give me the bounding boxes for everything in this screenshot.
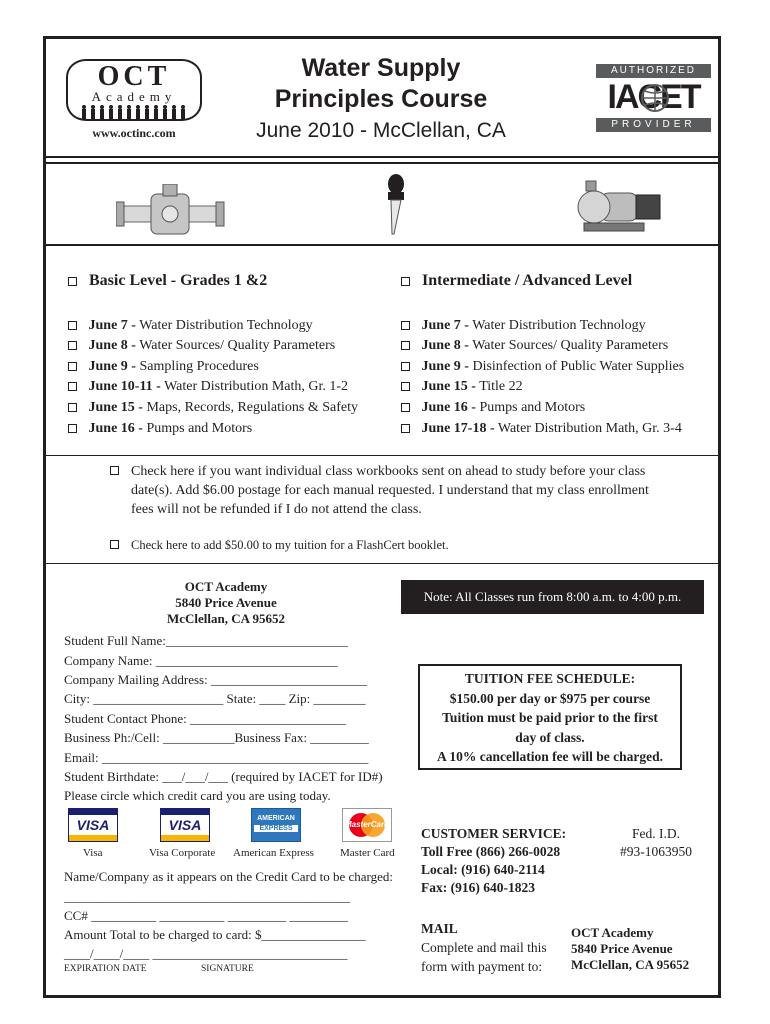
tuition-terms-1: Tuition must be paid prior to the first xyxy=(442,710,658,725)
class-name: Water Distribution Math, Gr. 1-2 xyxy=(164,379,349,394)
iacet-badge xyxy=(596,64,711,132)
flashcert-checkbox[interactable] xyxy=(110,540,119,549)
class-date: June 15 - xyxy=(88,400,143,415)
tuition-fee-schedule xyxy=(418,664,682,770)
basic-class-row[interactable] xyxy=(68,336,335,356)
expiration-signature-blanks[interactable]: ____/____/____ ______________________________ xyxy=(64,946,348,961)
water-pump-image xyxy=(574,179,664,235)
logo-academy-text: Academy xyxy=(91,89,177,104)
options-divider xyxy=(46,563,718,564)
customer-service-heading: CUSTOMER SERVICE: xyxy=(421,826,567,841)
class-checkbox[interactable] xyxy=(401,424,410,433)
class-name: Pumps and Motors xyxy=(146,421,253,436)
basic-class-row[interactable] xyxy=(68,419,252,439)
mail-heading: MAIL xyxy=(421,921,458,936)
badge-authorized: AUTHORIZED xyxy=(596,64,711,78)
advanced-class-row[interactable] xyxy=(401,357,684,377)
amex-logo-line-2: EXPRESS xyxy=(254,825,298,832)
advanced-class-row[interactable] xyxy=(401,316,646,336)
class-checkbox[interactable] xyxy=(401,382,410,391)
fax-number: Fax: (916) 640-1823 xyxy=(421,880,535,895)
title-line-2: Principles Course xyxy=(274,85,488,113)
class-date: June 8 - xyxy=(421,338,469,353)
amex-label: American Express xyxy=(233,847,314,859)
class-date: June 10-11 - xyxy=(88,379,161,394)
advanced-class-row[interactable] xyxy=(401,336,668,356)
mail-address-street: 5840 Price Avenue xyxy=(571,941,673,956)
tuition-terms-2: day of class. xyxy=(515,729,585,745)
title-line-1: Water Supply xyxy=(301,54,461,82)
oct-academy-logo xyxy=(66,59,202,121)
class-hours-note: Note: All Classes run from 8:00 a.m. to 4:00 p.m. xyxy=(401,580,704,614)
class-date: June 16 - xyxy=(421,400,476,415)
class-date: June 7 - xyxy=(421,318,469,333)
basic-class-row[interactable] xyxy=(68,377,348,397)
advanced-level-label: Intermediate / Advanced Level xyxy=(422,272,633,289)
class-date: June 15 - xyxy=(421,379,476,394)
name-on-card-blank[interactable]: ____________________________________________ xyxy=(64,889,350,904)
expiration-date-label: EXPIRATION DATE xyxy=(64,964,147,974)
basic-level-checkbox[interactable] xyxy=(68,277,77,286)
customer-service-block xyxy=(421,825,566,897)
city-state-zip-field[interactable]: City: ____________________ State: ____ Zip: ________ xyxy=(64,691,366,706)
tuition-cancellation: A 10% cancellation fee will be charged. xyxy=(436,749,664,764)
amex-card[interactable] xyxy=(251,808,301,842)
amex-logo-line-1: AMERICAN xyxy=(257,815,295,822)
address-city: McClellan, CA 95652 xyxy=(166,611,286,626)
class-name: Water Distribution Technology xyxy=(139,318,313,333)
class-date: June 16 - xyxy=(88,421,143,436)
mailing-address-field[interactable]: Company Mailing Address: ________________________ xyxy=(64,672,367,687)
visa-card[interactable] xyxy=(68,808,118,842)
local-number: Local: (916) 640-2114 xyxy=(421,862,545,877)
mail-address-city: McClellan, CA 95652 xyxy=(571,957,690,972)
toll-free-number: Toll Free (866) 266-0028 xyxy=(421,844,561,859)
basic-class-row[interactable] xyxy=(68,357,259,377)
basic-class-row[interactable] xyxy=(68,398,358,418)
workbooks-option-text: Check here if you want individual class workbooks sent on ahead to study before your class date(s). Add $6.00 postage for each manual requested. I understand that my class enrollment fees will not be refunded if I do not attend the class. xyxy=(131,464,649,517)
class-date: June 9 - xyxy=(88,359,136,374)
basic-class-row[interactable] xyxy=(68,316,313,336)
class-checkbox[interactable] xyxy=(68,341,77,350)
class-date: June 9 - xyxy=(421,359,469,374)
class-name: Water Distribution Technology xyxy=(472,318,646,333)
basic-level-label: Basic Level - Grades 1 &2 xyxy=(89,272,268,289)
visa-logo-text: VISA xyxy=(76,817,110,833)
cc-number-field[interactable]: CC# __________ __________ _________ _________ xyxy=(64,908,348,923)
mail-line-1: Complete and mail this xyxy=(421,940,547,955)
company-name-field[interactable]: Company Name: ____________________________ xyxy=(64,653,338,668)
class-checkbox[interactable] xyxy=(401,321,410,330)
advanced-level-checkbox[interactable] xyxy=(401,277,410,286)
email-field[interactable]: Email: _________________________________________ xyxy=(64,750,369,765)
class-checkbox[interactable] xyxy=(68,403,77,412)
tuition-heading: TUITION FEE SCHEDULE: xyxy=(464,671,636,686)
tuition-rate: $150.00 per day or $975 per course xyxy=(449,690,651,706)
class-name: Maps, Records, Regulations & Safety xyxy=(146,400,358,415)
address-street: 5840 Price Avenue xyxy=(175,595,277,610)
form-frame xyxy=(43,36,721,998)
advanced-class-row[interactable] xyxy=(401,377,523,397)
class-checkbox[interactable] xyxy=(68,362,77,371)
class-name: Water Distribution Math, Gr. 3-4 xyxy=(497,421,682,436)
class-date: June 8 - xyxy=(88,338,136,353)
class-checkbox[interactable] xyxy=(68,424,77,433)
class-name: Pumps and Motors xyxy=(479,400,586,415)
class-checkbox[interactable] xyxy=(401,362,410,371)
class-name: Disinfection of Public Water Supplies xyxy=(472,359,685,374)
mail-address xyxy=(571,925,689,973)
visa-corporate-logo-text: VISA xyxy=(168,817,202,833)
academy-address xyxy=(126,579,326,627)
header-divider xyxy=(46,156,718,158)
contact-phone-field[interactable]: Student Contact Phone: ________________________ xyxy=(64,711,347,726)
class-checkbox[interactable] xyxy=(401,403,410,412)
visa-corporate-label: Visa Corporate xyxy=(149,847,216,859)
workbooks-checkbox[interactable] xyxy=(110,466,119,475)
flashcert-option-text: Check here to add $50.00 to my tuition for a FlashCert booklet. xyxy=(131,538,449,552)
advanced-level-heading[interactable] xyxy=(401,272,632,290)
logo-oct-text: OCT xyxy=(97,61,171,92)
mail-address-name: OCT Academy xyxy=(571,925,654,940)
fed-id-number: #93-1063950 xyxy=(620,844,692,859)
people-row-icon xyxy=(80,105,192,119)
badge-provider: PROVIDER xyxy=(596,118,711,132)
visa-corporate-card[interactable] xyxy=(160,808,210,842)
class-name: Sampling Procedures xyxy=(139,359,259,374)
advanced-class-row[interactable] xyxy=(401,419,682,439)
class-name: Water Sources/ Quality Parameters xyxy=(472,338,669,353)
visa-label: Visa xyxy=(83,847,103,859)
classes-divider xyxy=(46,455,718,456)
mastercard-card[interactable] xyxy=(342,808,392,842)
dropper-image xyxy=(374,174,414,240)
header-divider-2 xyxy=(46,162,718,164)
amount-total-field[interactable]: Amount Total to be charged to card: $________________ xyxy=(64,927,366,942)
class-name: Title 22 xyxy=(479,379,523,394)
circle-card-instruction: Please circle which credit card you are using today. xyxy=(64,788,331,803)
course-title xyxy=(236,53,526,115)
class-checkbox[interactable] xyxy=(401,341,410,350)
signature-label: SIGNATURE xyxy=(201,964,254,974)
class-checkbox[interactable] xyxy=(68,382,77,391)
images-divider xyxy=(46,244,718,246)
business-phone-field[interactable]: Business Ph:/Cell: ___________Business Fax: _________ xyxy=(64,730,369,745)
website-link[interactable]: www.octinc.com xyxy=(92,126,176,140)
class-checkbox[interactable] xyxy=(68,321,77,330)
course-date-location: June 2010 - McClellan, CA xyxy=(256,119,506,142)
globe-icon xyxy=(640,83,670,113)
basic-level-heading[interactable] xyxy=(68,272,267,290)
badge-iacet: IACET xyxy=(607,78,700,116)
mail-line-2: form with payment to: xyxy=(421,959,543,974)
advanced-class-row[interactable] xyxy=(401,398,585,418)
mastercard-label: Master Card xyxy=(340,847,395,859)
class-date: June 7 - xyxy=(88,318,136,333)
pipe-valve-image xyxy=(116,184,226,244)
birthdate-field[interactable]: Student Birthdate: ___/___/___ (required by IACET for ID#) xyxy=(64,769,383,784)
fed-id-label: Fed. I.D. xyxy=(632,826,680,841)
class-date: June 17-18 - xyxy=(421,421,495,436)
class-name: Water Sources/ Quality Parameters xyxy=(139,338,336,353)
mastercard-logo-text: MasterCard xyxy=(344,820,389,829)
name-on-card-field[interactable]: Name/Company as it appears on the Credit Card to be charged: xyxy=(64,869,393,884)
address-name: OCT Academy xyxy=(184,579,268,594)
student-name-field[interactable]: Student Full Name:____________________________ xyxy=(64,633,348,648)
mail-block xyxy=(421,919,547,976)
fed-id-block xyxy=(606,825,706,861)
